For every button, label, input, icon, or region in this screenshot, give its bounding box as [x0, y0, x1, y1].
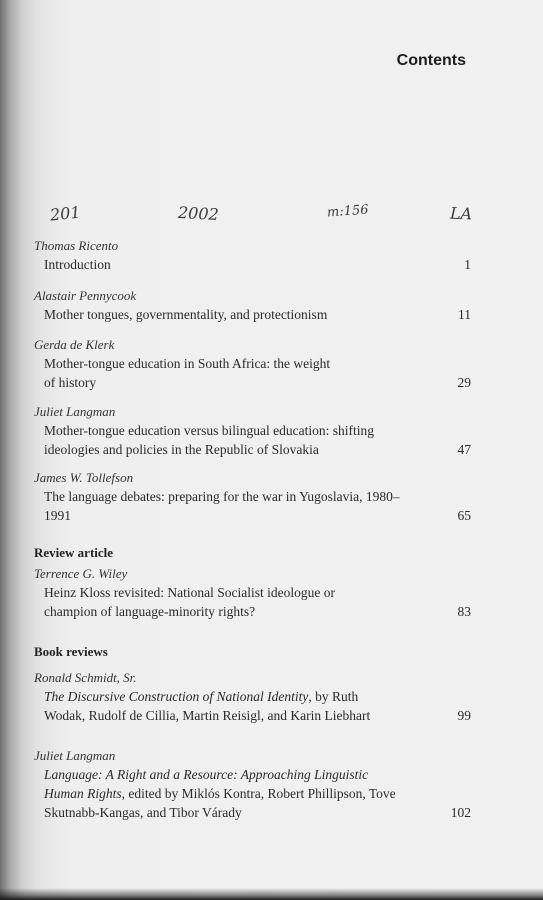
- toc-entry: [34, 669, 471, 725]
- entry-title: [34, 487, 471, 525]
- toc-entry: [34, 287, 471, 324]
- entry-page-number: 29: [457, 375, 471, 390]
- toc-entry: [34, 237, 471, 274]
- entry-title-text: , edited by Miklós Kontra, Robert Phillipson, Tove Skutnabb-Kangas, and Tibor Várady: [44, 786, 396, 820]
- entry-title-text: Mother tongues, governmentality, and protectionism: [44, 307, 328, 322]
- toc-entry: [34, 403, 471, 459]
- handwritten-note: 2002: [177, 202, 220, 225]
- entry-author: Ronald Schmidt, Sr.: [34, 670, 137, 685]
- section-heading-review-article: Review article: [34, 545, 114, 560]
- page-title: Contents: [396, 52, 466, 69]
- page-edge-shadow: [0, 888, 543, 900]
- entry-title-text: Mother-tongue education in South Africa: the weight of history: [44, 356, 331, 390]
- handwritten-note: 201: [49, 202, 82, 225]
- entry-title: [34, 421, 471, 459]
- handwritten-notes: [0, 200, 543, 230]
- toc-entry: [34, 469, 471, 525]
- entry-title-text: Heinz Kloss revisited: National Socialist ideologue or champion of language-minority rights?: [44, 585, 335, 619]
- entry-page-number: 11: [458, 307, 471, 322]
- bleed-through-text: [290, 0, 540, 20]
- book-title: Language: A Right and a Resource: Approaching Linguistic Human Rights: [44, 767, 369, 801]
- entry-author: James W. Tollefson: [34, 470, 134, 485]
- entry-title-text: , by Ruth Wodak, Rudolf de Cillia, Martin Reisigl, and Karin Liebhart: [44, 689, 371, 723]
- toc-entry: [34, 565, 471, 621]
- entry-title: [34, 583, 471, 621]
- entry-title: [34, 687, 471, 725]
- entry-page-number: 83: [457, 604, 471, 619]
- entry-title: [34, 765, 471, 822]
- entry-author: Juliet Langman: [34, 404, 116, 419]
- entry-author: Gerda de Klerk: [34, 337, 115, 352]
- entry-title-text: Mother-tongue education versus bilingual education: shifting ideologies and policies in the Republic of Slovakia: [44, 423, 375, 457]
- entry-page-number: 102: [450, 805, 471, 820]
- section-heading-book-reviews: Book reviews: [34, 644, 108, 659]
- entry-author: Terrence G. Wiley: [34, 566, 128, 581]
- entry-title: [34, 255, 471, 274]
- entry-page-number: 65: [457, 508, 471, 523]
- entry-author: Juliet Langman: [34, 748, 116, 763]
- handwritten-note: LA: [449, 203, 473, 224]
- toc-entry: [34, 747, 471, 822]
- entry-page-number: 99: [457, 708, 471, 723]
- entry-title-text: The language debates: preparing for the war in Yugoslavia, 1980–1991: [44, 489, 400, 523]
- entry-page-number: 47: [457, 442, 471, 457]
- entry-title-text: Introduction: [44, 257, 111, 272]
- toc-entry: [34, 336, 471, 392]
- handwritten-note: m:156: [326, 202, 370, 221]
- book-title: The Discursive Construction of National Identity: [44, 689, 309, 704]
- entry-title: [34, 305, 471, 324]
- entry-author: Alastair Pennycook: [34, 288, 137, 303]
- entry-title: [34, 354, 471, 392]
- entry-author: Thomas Ricento: [34, 238, 119, 253]
- entry-page-number: 1: [464, 257, 471, 272]
